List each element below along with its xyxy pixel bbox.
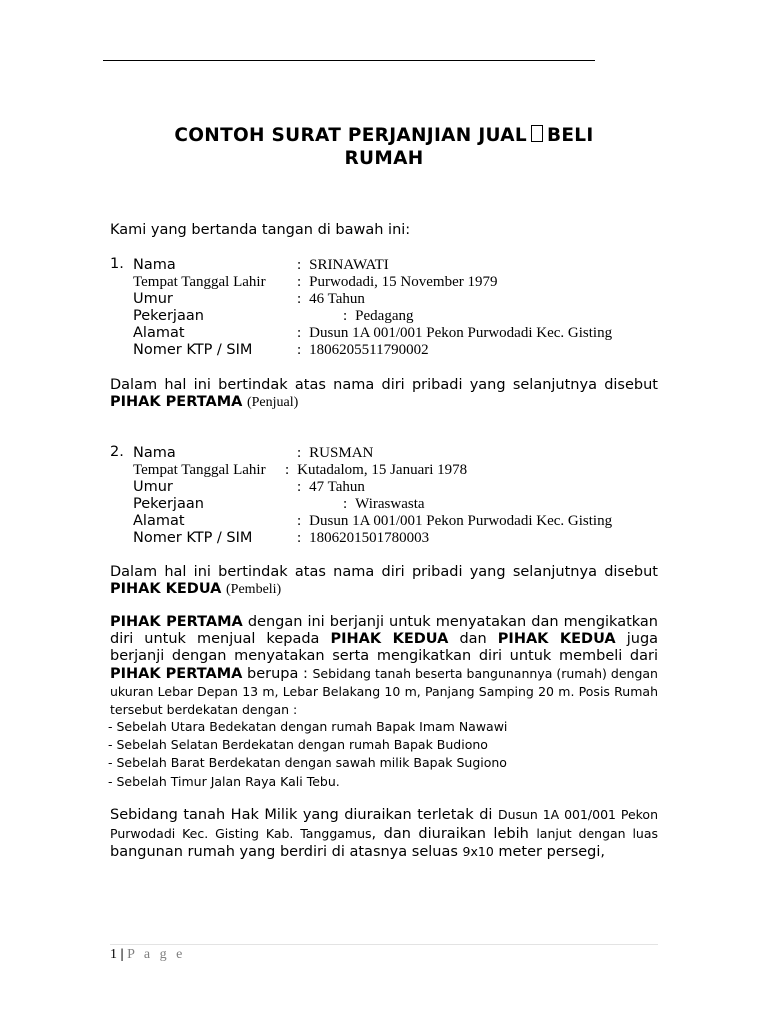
party-1-ttl-row	[133, 273, 497, 291]
party-1-alamat-row	[133, 324, 612, 342]
party-2-pekerjaan-row	[133, 495, 425, 513]
colon: :	[297, 479, 302, 495]
land-text-2: , dan diuraikan lebih	[371, 825, 529, 842]
value-umur: 47 Tahun	[309, 479, 365, 495]
land-text-small: lanjut dengan luas	[536, 825, 659, 841]
value-pekerjaan: Pedagang	[355, 308, 414, 324]
agreement-bold-2: PIHAK KEDUA	[330, 631, 449, 647]
statement-role: (Pembeli)	[226, 582, 282, 597]
colon: :	[343, 496, 348, 512]
header-rule	[103, 60, 595, 61]
value-alamat: Dusun 1A 001/001 Pekon Purwodadi Kec. Gisting	[309, 513, 613, 529]
colon: :	[297, 445, 302, 461]
page-footer	[110, 947, 185, 963]
value-ttl: Purwodadi, 15 November 1979	[309, 274, 498, 290]
party-2-ktp-row	[133, 529, 429, 547]
value-pekerjaan: Wiraswasta	[355, 496, 425, 512]
title-line2: RUMAH	[344, 148, 424, 169]
boundary-list	[108, 718, 507, 791]
value-umur: 46 Tahun	[309, 291, 365, 307]
value-alamat: Dusun 1A 001/001 Pekon Purwodadi Kec. Gisting	[309, 325, 613, 341]
label-alamat: Alamat	[133, 513, 185, 529]
value-nama: RUSMAN	[309, 445, 374, 461]
statement-text: Dalam hal ini bertindak atas nama diri pribadi yang selanjutnya disebut	[110, 377, 658, 393]
list-item: - Sebelah Selatan Berdekatan dengan rumah Bapak Budiono	[108, 737, 488, 753]
colon: :	[297, 325, 302, 341]
colon: :	[343, 308, 348, 324]
statement-text: Dalam hal ini bertindak atas nama diri pribadi yang selanjutnya disebut	[110, 564, 658, 580]
value-ktp: 1806205511790002	[309, 342, 429, 358]
colon: :	[297, 530, 302, 546]
land-location: Dusun 1A 001/001 Pekon Purwodadi Kec. Gisting Kab. Tanggamus	[110, 807, 659, 841]
party-number: 1.	[110, 256, 124, 272]
land-paragraph	[110, 806, 658, 862]
statement-role: (Penjual)	[246, 395, 299, 410]
value-ktp: 1806201501780003	[309, 530, 430, 546]
party-1-ktp-row	[133, 341, 429, 359]
agreement-bold-1: PIHAK PERTAMA	[110, 614, 243, 630]
party-2-nama-row	[133, 444, 373, 462]
colon: :	[297, 274, 302, 290]
value-ttl: Kutadalom, 15 Januari 1978	[297, 462, 468, 478]
label-ttl: Tempat Tanggal Lahir	[133, 462, 266, 478]
label-nama: Nama	[133, 257, 176, 273]
label-alamat: Alamat	[133, 325, 185, 341]
label-pekerjaan: Pekerjaan	[133, 308, 204, 324]
page-number: 1	[110, 947, 117, 962]
agreement-property-description: Sebidang tanah beserta bangunannya (rumah) dengan ukuran Lebar Depan 13 m, Lebar Belakang 10 m, Panjang Samping 20 m. Posis Rumah tersebut berdekatan dengan :	[110, 666, 658, 717]
label-ttl: Tempat Tanggal Lahir	[133, 274, 266, 290]
party-2-statement	[110, 564, 658, 598]
agreement-text-3: juga berjanji dengan menyatakan serta mengikatkan diri untuk membeli dari	[110, 631, 659, 664]
party-1-pekerjaan-row	[133, 307, 414, 325]
colon: :	[285, 462, 290, 478]
party-2-umur-row	[133, 478, 365, 496]
title-line1-b: BELI	[546, 125, 594, 146]
label-pekerjaan: Pekerjaan	[133, 496, 204, 512]
agreement-text-2: dan	[459, 631, 487, 647]
agreement-text-1: dengan ini berjanji untuk menyatakan dan mengikatkan diri untuk menjual kepada	[110, 614, 658, 647]
label-umur: Umur	[133, 291, 173, 307]
agreement-paragraph	[110, 614, 658, 719]
land-text-1: Sebidang tanah Hak Milik yang diuraikan terletak di	[110, 807, 493, 823]
intro-text: Kami yang bertanda tangan di bawah ini:	[110, 222, 411, 238]
footer-rule	[110, 944, 658, 945]
page-word: P a g e	[127, 947, 186, 962]
label-umur: Umur	[133, 479, 173, 495]
list-item: - Sebelah Utara Bedekatan dengan rumah Bapak Imam Nawawi	[108, 719, 508, 734]
colon: :	[297, 342, 302, 358]
missing-glyph-box-icon	[531, 125, 543, 142]
statement-party-name: PIHAK KEDUA	[110, 581, 222, 597]
value-nama: SRINAWATI	[309, 257, 389, 273]
agreement-text-4: berupa :	[246, 666, 308, 682]
label-nama: Nama	[133, 445, 176, 461]
party-1-statement	[110, 377, 658, 411]
list-item: - Sebelah Timur Jalan Raya Kali Tebu.	[108, 773, 340, 789]
party-1-nama-row	[133, 256, 389, 274]
party-number: 2.	[110, 444, 124, 460]
title-line1: CONTOH SURAT PERJANJIAN JUAL	[174, 125, 527, 146]
agreement-bold-3: PIHAK KEDUA	[497, 631, 616, 647]
statement-party-name: PIHAK PERTAMA	[110, 394, 243, 410]
party-1-umur-row	[133, 290, 365, 308]
land-size: 9x10	[462, 844, 494, 859]
document-title	[110, 124, 658, 170]
party-2-ttl-row	[133, 461, 467, 479]
land-text-4: meter persegi,	[498, 844, 606, 860]
agreement-bold-4: PIHAK PERTAMA	[110, 666, 243, 682]
land-text-3: bangunan rumah yang berdiri di atasnya seluas	[110, 844, 458, 860]
list-item: - Sebelah Barat Berdekatan dengan sawah milik Bapak Sugiono	[108, 755, 507, 771]
colon: :	[297, 257, 302, 273]
label-ktp: Nomer KTP / SIM	[133, 530, 253, 546]
colon: :	[297, 513, 302, 529]
label-ktp: Nomer KTP / SIM	[133, 342, 253, 358]
party-2-alamat-row	[133, 512, 612, 530]
page-separator: |	[120, 947, 124, 962]
colon: :	[297, 291, 302, 307]
